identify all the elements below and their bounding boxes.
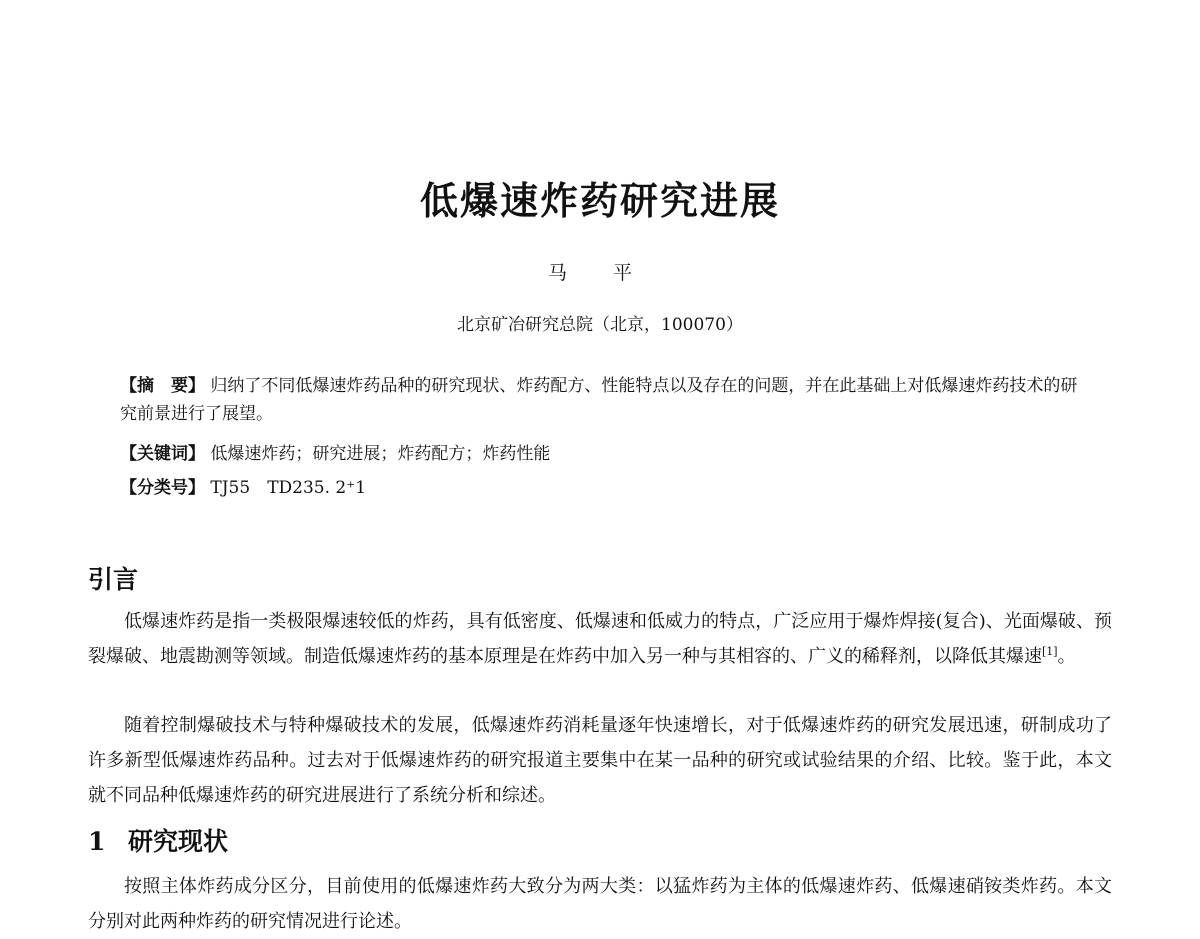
citation-ref: [1]	[1042, 645, 1058, 658]
page-title: 低爆速炸药研究进展	[419, 178, 780, 223]
section-1-number: 1	[88, 827, 106, 856]
author: 马 平	[547, 262, 653, 284]
section-1-heading	[88, 822, 228, 858]
keywords	[120, 440, 1080, 468]
intro-paragraph-2: 随着控制爆破技术与特种爆破技术的发展，低爆速炸药消耗量逐年快速增长，对于低爆速炸药的研究发展迅速，研制成功了许多新型低爆速炸药品种。过去对于低爆速炸药的研究报道主要集中在某一品种的研究或试验结果的介绍、比较。鉴于此，本文就不同品种低爆速炸药的研究进展进行了系统分析和综述。	[88, 715, 1112, 806]
intro-paragraph-1	[88, 604, 1112, 674]
classification-text: TJ55 TD235. 2⁺1	[210, 478, 367, 498]
section-1-paragraph-1: 按照主体炸药成分区分，目前使用的低爆速炸药大致分为两大类：以猛炸药为主体的低爆速炸药、低爆速硝铵类炸药。本文分别对此两种炸药的研究情况进行论述。	[88, 876, 1112, 932]
classification	[120, 474, 1080, 502]
keywords-text: 低爆速炸药；研究进展；炸药配方；炸药性能	[210, 444, 551, 464]
intro-p1-end: 。	[1057, 646, 1076, 667]
keywords-label: 【关键词】	[120, 444, 205, 464]
section-1-title: 研究现状	[128, 827, 229, 856]
intro-p1-text: 低爆速炸药是指一类极限爆速较低的炸药，具有低密度、低爆速和低威力的特点，广泛应用于爆炸焊接(复合)、光面爆破、预裂爆破、地震勘测等领域。制造低爆速炸药的基本原理是在炸药中加入另一种与其相容的、广义的稀释剂，以降低其爆速	[88, 611, 1112, 667]
classification-label: 【分类号】	[120, 478, 205, 498]
abstract	[120, 372, 1080, 428]
affiliation: 北京矿冶研究总院（北京，100070）	[457, 315, 743, 335]
intro-heading: 引言	[88, 565, 139, 594]
abstract-text: 归纳了不同低爆速炸药品种的研究现状、炸药配方、性能特点以及存在的问题，并在此基础上对低爆速炸药技术的研究前景进行了展望。	[120, 376, 1078, 424]
abstract-label: 【摘 要】	[120, 376, 205, 396]
